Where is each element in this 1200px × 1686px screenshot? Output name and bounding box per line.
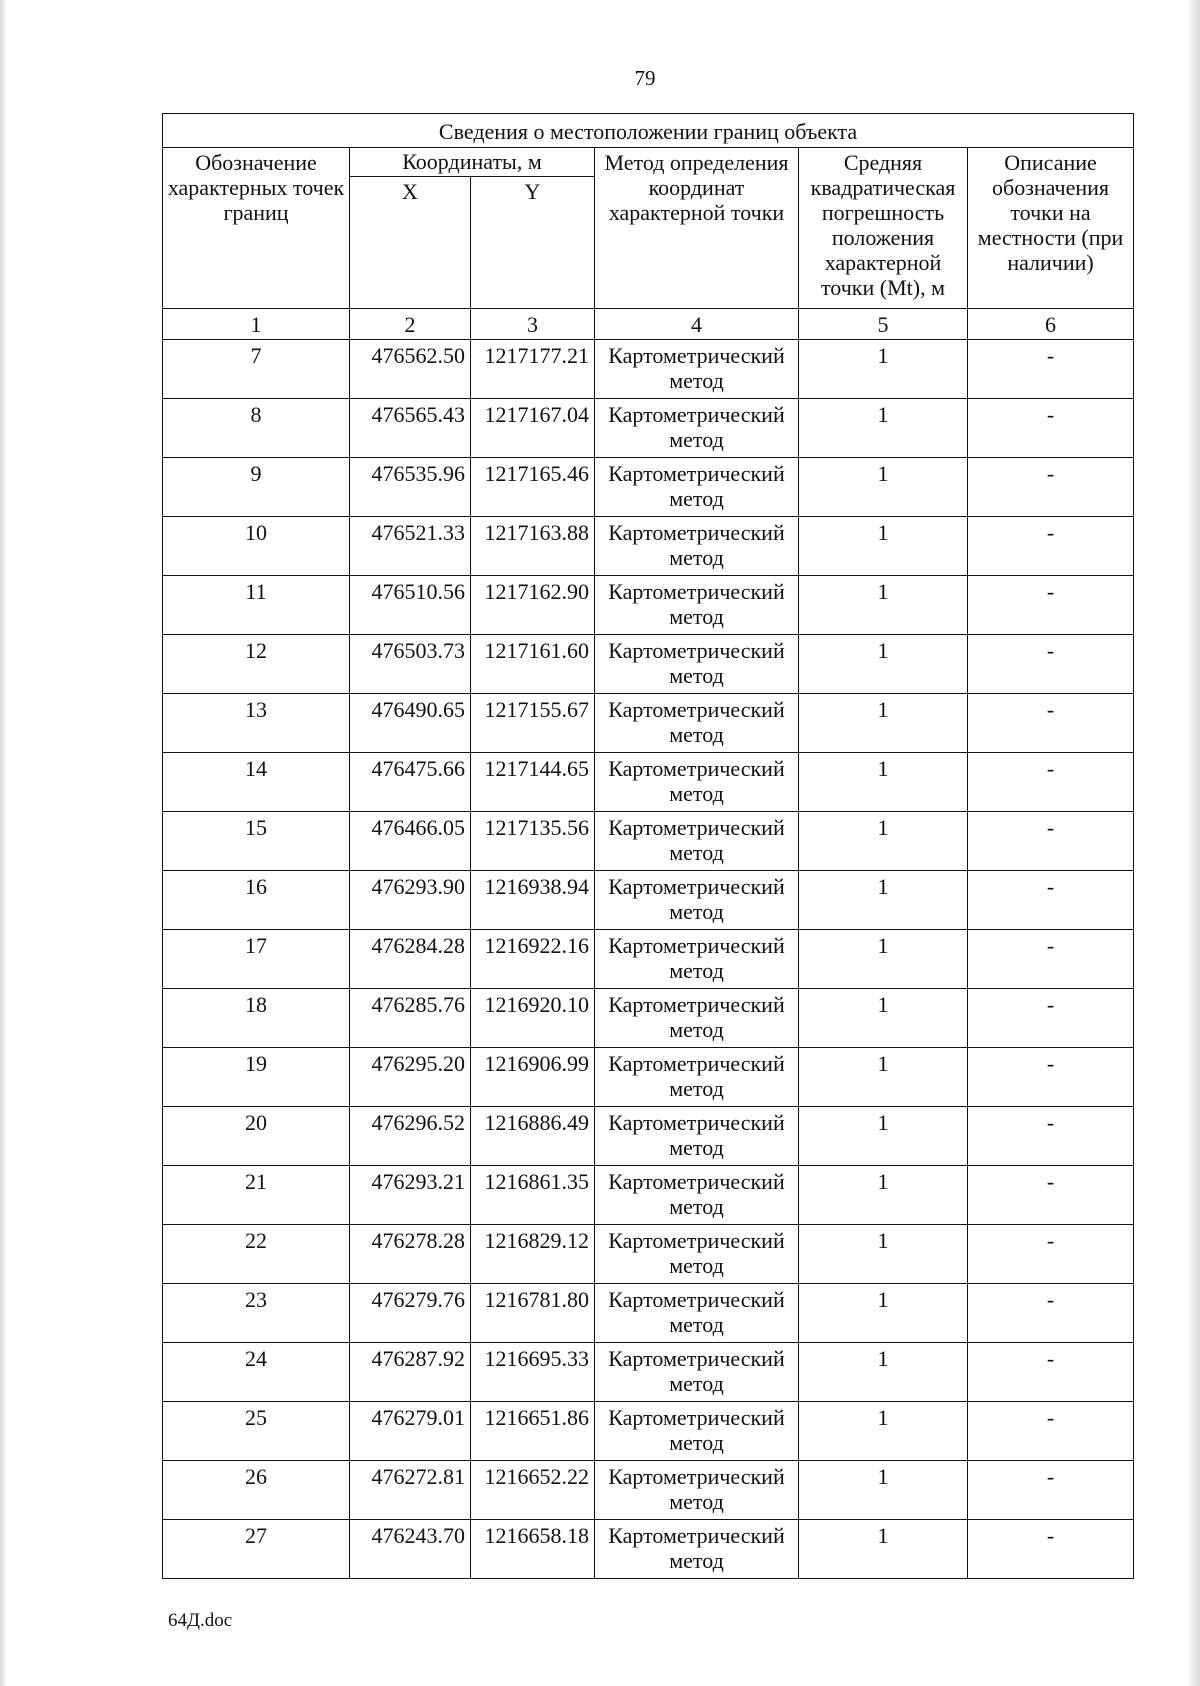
cell-accuracy: 1 [799, 1520, 968, 1579]
cell-method: Картометрический метод [595, 1166, 799, 1225]
cell-x: 476293.90 [350, 871, 471, 930]
table-row [163, 340, 1134, 399]
cell-method: Картометрический метод [595, 1225, 799, 1284]
cell-description: - [968, 458, 1134, 517]
cell-x: 476562.50 [350, 340, 471, 399]
cell-accuracy: 1 [799, 1048, 968, 1107]
cell-x: 476285.76 [350, 989, 471, 1048]
cell-method: Картометрический метод [595, 399, 799, 458]
cell-point: 14 [163, 753, 350, 812]
cell-accuracy: 1 [799, 989, 968, 1048]
cell-y: 1216781.80 [471, 1284, 595, 1343]
cell-x: 476466.05 [350, 812, 471, 871]
cell-accuracy: 1 [799, 1225, 968, 1284]
column-number-row [163, 309, 1134, 340]
cell-description: - [968, 1520, 1134, 1579]
cell-y: 1216920.10 [471, 989, 595, 1048]
cell-description: - [968, 1402, 1134, 1461]
cell-y: 1216861.35 [471, 1166, 595, 1225]
cell-point: 17 [163, 930, 350, 989]
table-row [163, 812, 1134, 871]
cell-method: Картометрический метод [595, 517, 799, 576]
cell-y: 1216695.33 [471, 1343, 595, 1402]
cell-point: 27 [163, 1520, 350, 1579]
table-row [163, 635, 1134, 694]
cell-point: 21 [163, 1166, 350, 1225]
cell-description: - [968, 1343, 1134, 1402]
cell-method: Картометрический метод [595, 753, 799, 812]
cell-x: 476475.66 [350, 753, 471, 812]
cell-y: 1217162.90 [471, 576, 595, 635]
scan-edge-right [1186, 0, 1200, 1686]
cell-method: Картометрический метод [595, 1461, 799, 1520]
cell-point: 20 [163, 1107, 350, 1166]
cell-point: 10 [163, 517, 350, 576]
cell-description: - [968, 1166, 1134, 1225]
cell-method: Картометрический метод [595, 812, 799, 871]
cell-y: 1217165.46 [471, 458, 595, 517]
cell-description: - [968, 1284, 1134, 1343]
cell-y: 1217161.60 [471, 635, 595, 694]
column-number: 6 [968, 309, 1134, 340]
cell-x: 476535.96 [350, 458, 471, 517]
cell-x: 476503.73 [350, 635, 471, 694]
cell-x: 476295.20 [350, 1048, 471, 1107]
header-accuracy: Средняя квадратическая погрешность положения характерной точки (Mt), м [799, 148, 968, 309]
cell-accuracy: 1 [799, 1343, 968, 1402]
cell-point: 26 [163, 1461, 350, 1520]
cell-x: 476243.70 [350, 1520, 471, 1579]
column-number: 3 [471, 309, 595, 340]
cell-point: 19 [163, 1048, 350, 1107]
header-description: Описание обозначения точки на местности (при наличии) [968, 148, 1134, 309]
cell-description: - [968, 930, 1134, 989]
cell-y: 1216829.12 [471, 1225, 595, 1284]
cell-point: 18 [163, 989, 350, 1048]
cell-accuracy: 1 [799, 871, 968, 930]
cell-x: 476490.65 [350, 694, 471, 753]
cell-description: - [968, 517, 1134, 576]
cell-description: - [968, 989, 1134, 1048]
cell-y: 1217155.67 [471, 694, 595, 753]
cell-y: 1216658.18 [471, 1520, 595, 1579]
cell-point: 23 [163, 1284, 350, 1343]
table-row [163, 753, 1134, 812]
cell-x: 476279.01 [350, 1402, 471, 1461]
cell-description: - [968, 635, 1134, 694]
cell-accuracy: 1 [799, 399, 968, 458]
cell-x: 476296.52 [350, 1107, 471, 1166]
boundary-points-table [162, 113, 1134, 1579]
cell-y: 1216922.16 [471, 930, 595, 989]
cell-method: Картометрический метод [595, 1402, 799, 1461]
cell-point: 24 [163, 1343, 350, 1402]
cell-method: Картометрический метод [595, 1048, 799, 1107]
header-method: Метод определения координат характерной точки [595, 148, 799, 309]
cell-method: Картометрический метод [595, 340, 799, 399]
cell-point: 9 [163, 458, 350, 517]
table-row [163, 1343, 1134, 1402]
cell-description: - [968, 340, 1134, 399]
page-number: 79 [634, 66, 656, 90]
table-row [163, 1107, 1134, 1166]
cell-method: Картометрический метод [595, 1284, 799, 1343]
cell-accuracy: 1 [799, 1166, 968, 1225]
cell-accuracy: 1 [799, 1107, 968, 1166]
cell-accuracy: 1 [799, 1284, 968, 1343]
cell-point: 22 [163, 1225, 350, 1284]
cell-x: 476510.56 [350, 576, 471, 635]
cell-description: - [968, 576, 1134, 635]
column-number: 1 [163, 309, 350, 340]
header-y: Y [471, 177, 595, 309]
table-row [163, 458, 1134, 517]
table-row [163, 1225, 1134, 1284]
table-row [163, 399, 1134, 458]
cell-x: 476521.33 [350, 517, 471, 576]
header-coordinates: Координаты, м [350, 148, 595, 177]
cell-method: Картометрический метод [595, 694, 799, 753]
table-row [163, 1048, 1134, 1107]
cell-accuracy: 1 [799, 576, 968, 635]
cell-point: 12 [163, 635, 350, 694]
cell-description: - [968, 399, 1134, 458]
scan-edge-left [0, 0, 8, 1686]
cell-point: 25 [163, 1402, 350, 1461]
cell-method: Картометрический метод [595, 1343, 799, 1402]
cell-y: 1216651.86 [471, 1402, 595, 1461]
cell-description: - [968, 1107, 1134, 1166]
footer-filename: 64Д.doc [168, 1610, 233, 1631]
cell-x: 476293.21 [350, 1166, 471, 1225]
cell-point: 15 [163, 812, 350, 871]
table-row [163, 694, 1134, 753]
table-row [163, 1461, 1134, 1520]
table-row [163, 1402, 1134, 1461]
cell-description: - [968, 1048, 1134, 1107]
column-number: 2 [350, 309, 471, 340]
table-row [163, 517, 1134, 576]
cell-y: 1217177.21 [471, 340, 595, 399]
cell-method: Картометрический метод [595, 458, 799, 517]
cell-point: 13 [163, 694, 350, 753]
cell-method: Картометрический метод [595, 635, 799, 694]
table-header-row [163, 148, 1134, 177]
cell-y: 1216906.99 [471, 1048, 595, 1107]
cell-method: Картометрический метод [595, 871, 799, 930]
table-row [163, 989, 1134, 1048]
table-row [163, 1284, 1134, 1343]
cell-y: 1217135.56 [471, 812, 595, 871]
cell-method: Картометрический метод [595, 1520, 799, 1579]
cell-y: 1216652.22 [471, 1461, 595, 1520]
cell-y: 1217163.88 [471, 517, 595, 576]
cell-method: Картометрический метод [595, 930, 799, 989]
cell-y: 1216886.49 [471, 1107, 595, 1166]
cell-accuracy: 1 [799, 635, 968, 694]
table-row [163, 930, 1134, 989]
cell-x: 476278.28 [350, 1225, 471, 1284]
cell-x: 476565.43 [350, 399, 471, 458]
cell-accuracy: 1 [799, 930, 968, 989]
cell-method: Картометрический метод [595, 576, 799, 635]
cell-method: Картометрический метод [595, 1107, 799, 1166]
cell-x: 476287.92 [350, 1343, 471, 1402]
table-row [163, 1166, 1134, 1225]
table-title-row [163, 114, 1134, 148]
table-row [163, 871, 1134, 930]
table-title: Сведения о местоположении границ объекта [163, 114, 1134, 148]
cell-accuracy: 1 [799, 517, 968, 576]
cell-x: 476272.81 [350, 1461, 471, 1520]
cell-point: 7 [163, 340, 350, 399]
column-number: 5 [799, 309, 968, 340]
cell-accuracy: 1 [799, 753, 968, 812]
cell-accuracy: 1 [799, 694, 968, 753]
cell-x: 476279.76 [350, 1284, 471, 1343]
cell-y: 1217144.65 [471, 753, 595, 812]
cell-accuracy: 1 [799, 458, 968, 517]
cell-description: - [968, 1225, 1134, 1284]
cell-accuracy: 1 [799, 1461, 968, 1520]
column-number: 4 [595, 309, 799, 340]
cell-point: 16 [163, 871, 350, 930]
cell-description: - [968, 812, 1134, 871]
cell-description: - [968, 871, 1134, 930]
cell-accuracy: 1 [799, 1402, 968, 1461]
cell-y: 1216938.94 [471, 871, 595, 930]
header-x: X [350, 177, 471, 309]
table-row [163, 1520, 1134, 1579]
cell-description: - [968, 694, 1134, 753]
cell-accuracy: 1 [799, 812, 968, 871]
cell-accuracy: 1 [799, 340, 968, 399]
cell-description: - [968, 753, 1134, 812]
cell-point: 8 [163, 399, 350, 458]
cell-x: 476284.28 [350, 930, 471, 989]
cell-description: - [968, 1461, 1134, 1520]
table-row [163, 576, 1134, 635]
cell-method: Картометрический метод [595, 989, 799, 1048]
header-point-designation: Обозначение характерных точек границ [163, 148, 350, 309]
cell-y: 1217167.04 [471, 399, 595, 458]
cell-point: 11 [163, 576, 350, 635]
